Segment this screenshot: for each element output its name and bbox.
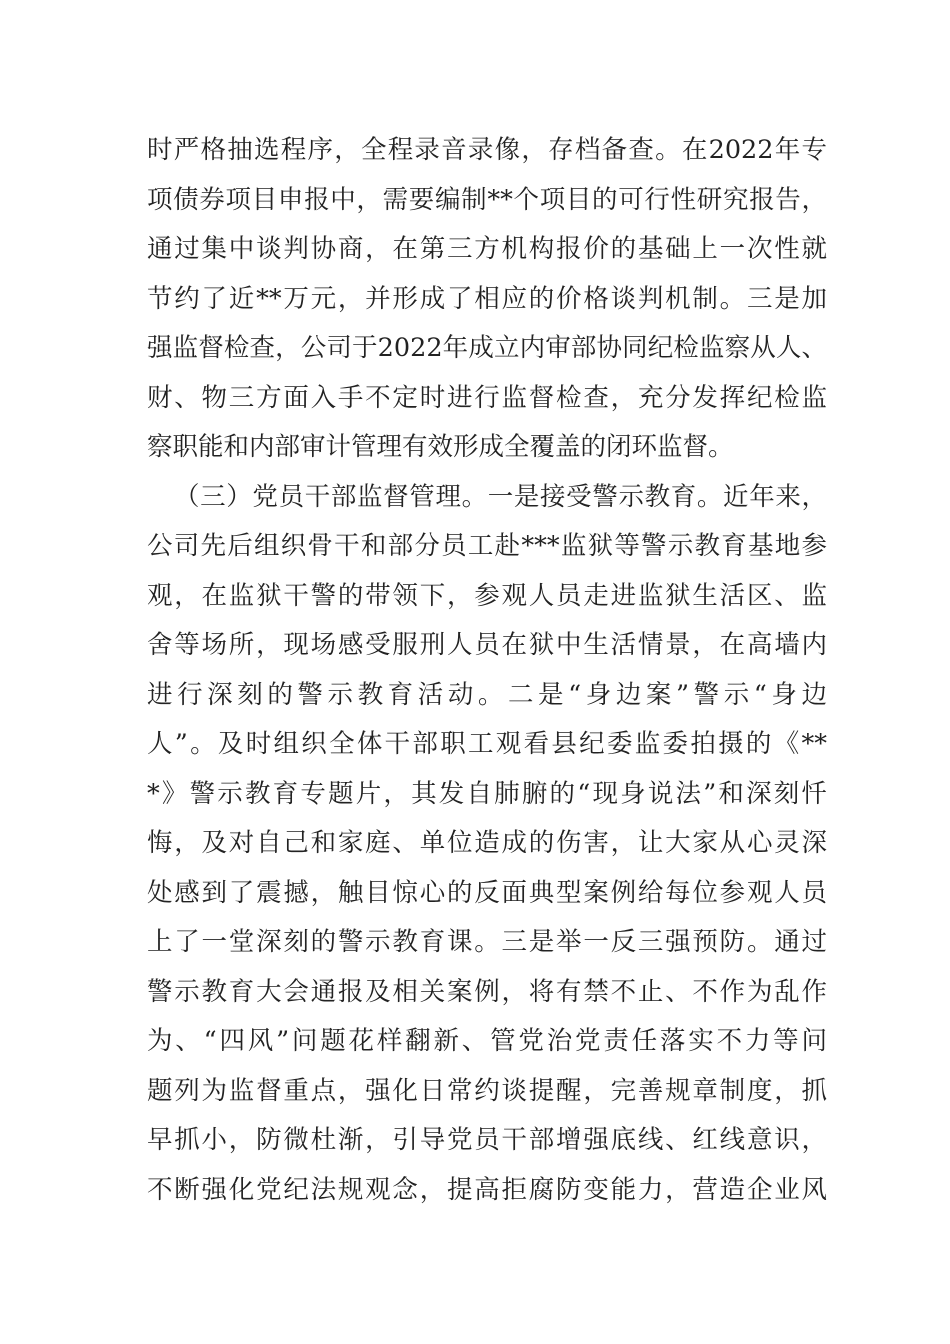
text-line: 不断强化党纪法规观念，提高拒腐防变能力，营造企业风 — [147, 1174, 827, 1205]
text-line: 财、物三方面入手不定时进行监督检查，充分发挥纪检监 — [147, 382, 827, 413]
paragraph-first-line: （三）党员干部监督管理。一是接受警示教育。近年来， — [174, 481, 827, 512]
text-line: 强监督检查，公司于2022年成立内审部协同纪检监察从人、 — [147, 333, 827, 363]
document-body — [147, 126, 827, 1215]
text-line: 观，在监狱干警的带领下，参观人员走进监狱生活区、监 — [147, 580, 827, 611]
text-line: 时严格抽选程序，全程录音录像，存档备查。在2022年专 — [147, 135, 827, 165]
text-line: 项债券项目申报中，需要编制**个项目的可行性研究报告， — [147, 184, 827, 215]
text-line: 为、“四风”问题花样翻新、管党治党责任落实不力等问 — [147, 1026, 827, 1056]
text-line: 人”。及时组织全体干部职工观看县纪委监委拍摄的《** — [147, 729, 827, 759]
text-line: 悔，及对自己和家庭、单位造成的伤害，让大家从心灵深 — [147, 828, 827, 858]
text-line: *》警示教育专题片，其发自肺腑的“现身说法”和深刻忏 — [147, 778, 827, 809]
text-line: 节约了近**万元，并形成了相应的价格谈判机制。三是加 — [147, 283, 827, 314]
text-line: 察职能和内部审计管理有效形成全覆盖的闭环监督。 — [147, 432, 734, 462]
text-line: 公司先后组织骨干和部分员工赴***监狱等警示教育基地参 — [147, 531, 827, 561]
text-line: 警示教育大会通报及相关案例，将有禁不止、不作为乱作 — [147, 976, 827, 1007]
text-line: 通过集中谈判协商，在第三方机构报价的基础上一次性就 — [147, 234, 827, 264]
text-line: 上了一堂深刻的警示教育课。三是举一反三强预防。通过 — [147, 927, 827, 957]
text-line: 处感到了震撼，触目惊心的反面典型案例给每位参观人员 — [147, 877, 827, 908]
text-line: 早抓小，防微杜渐，引导党员干部增强底线、红线意识， — [147, 1125, 827, 1155]
text-line: 舍等场所，现场感受服刑人员在狱中生活情景，在高墙内 — [147, 630, 827, 660]
text-line: 进行深刻的警示教育活动。二是“身边案”警示“身边 — [147, 679, 827, 710]
text-line: 题列为监督重点，强化日常约谈提醒，完善规章制度，抓 — [147, 1075, 827, 1106]
